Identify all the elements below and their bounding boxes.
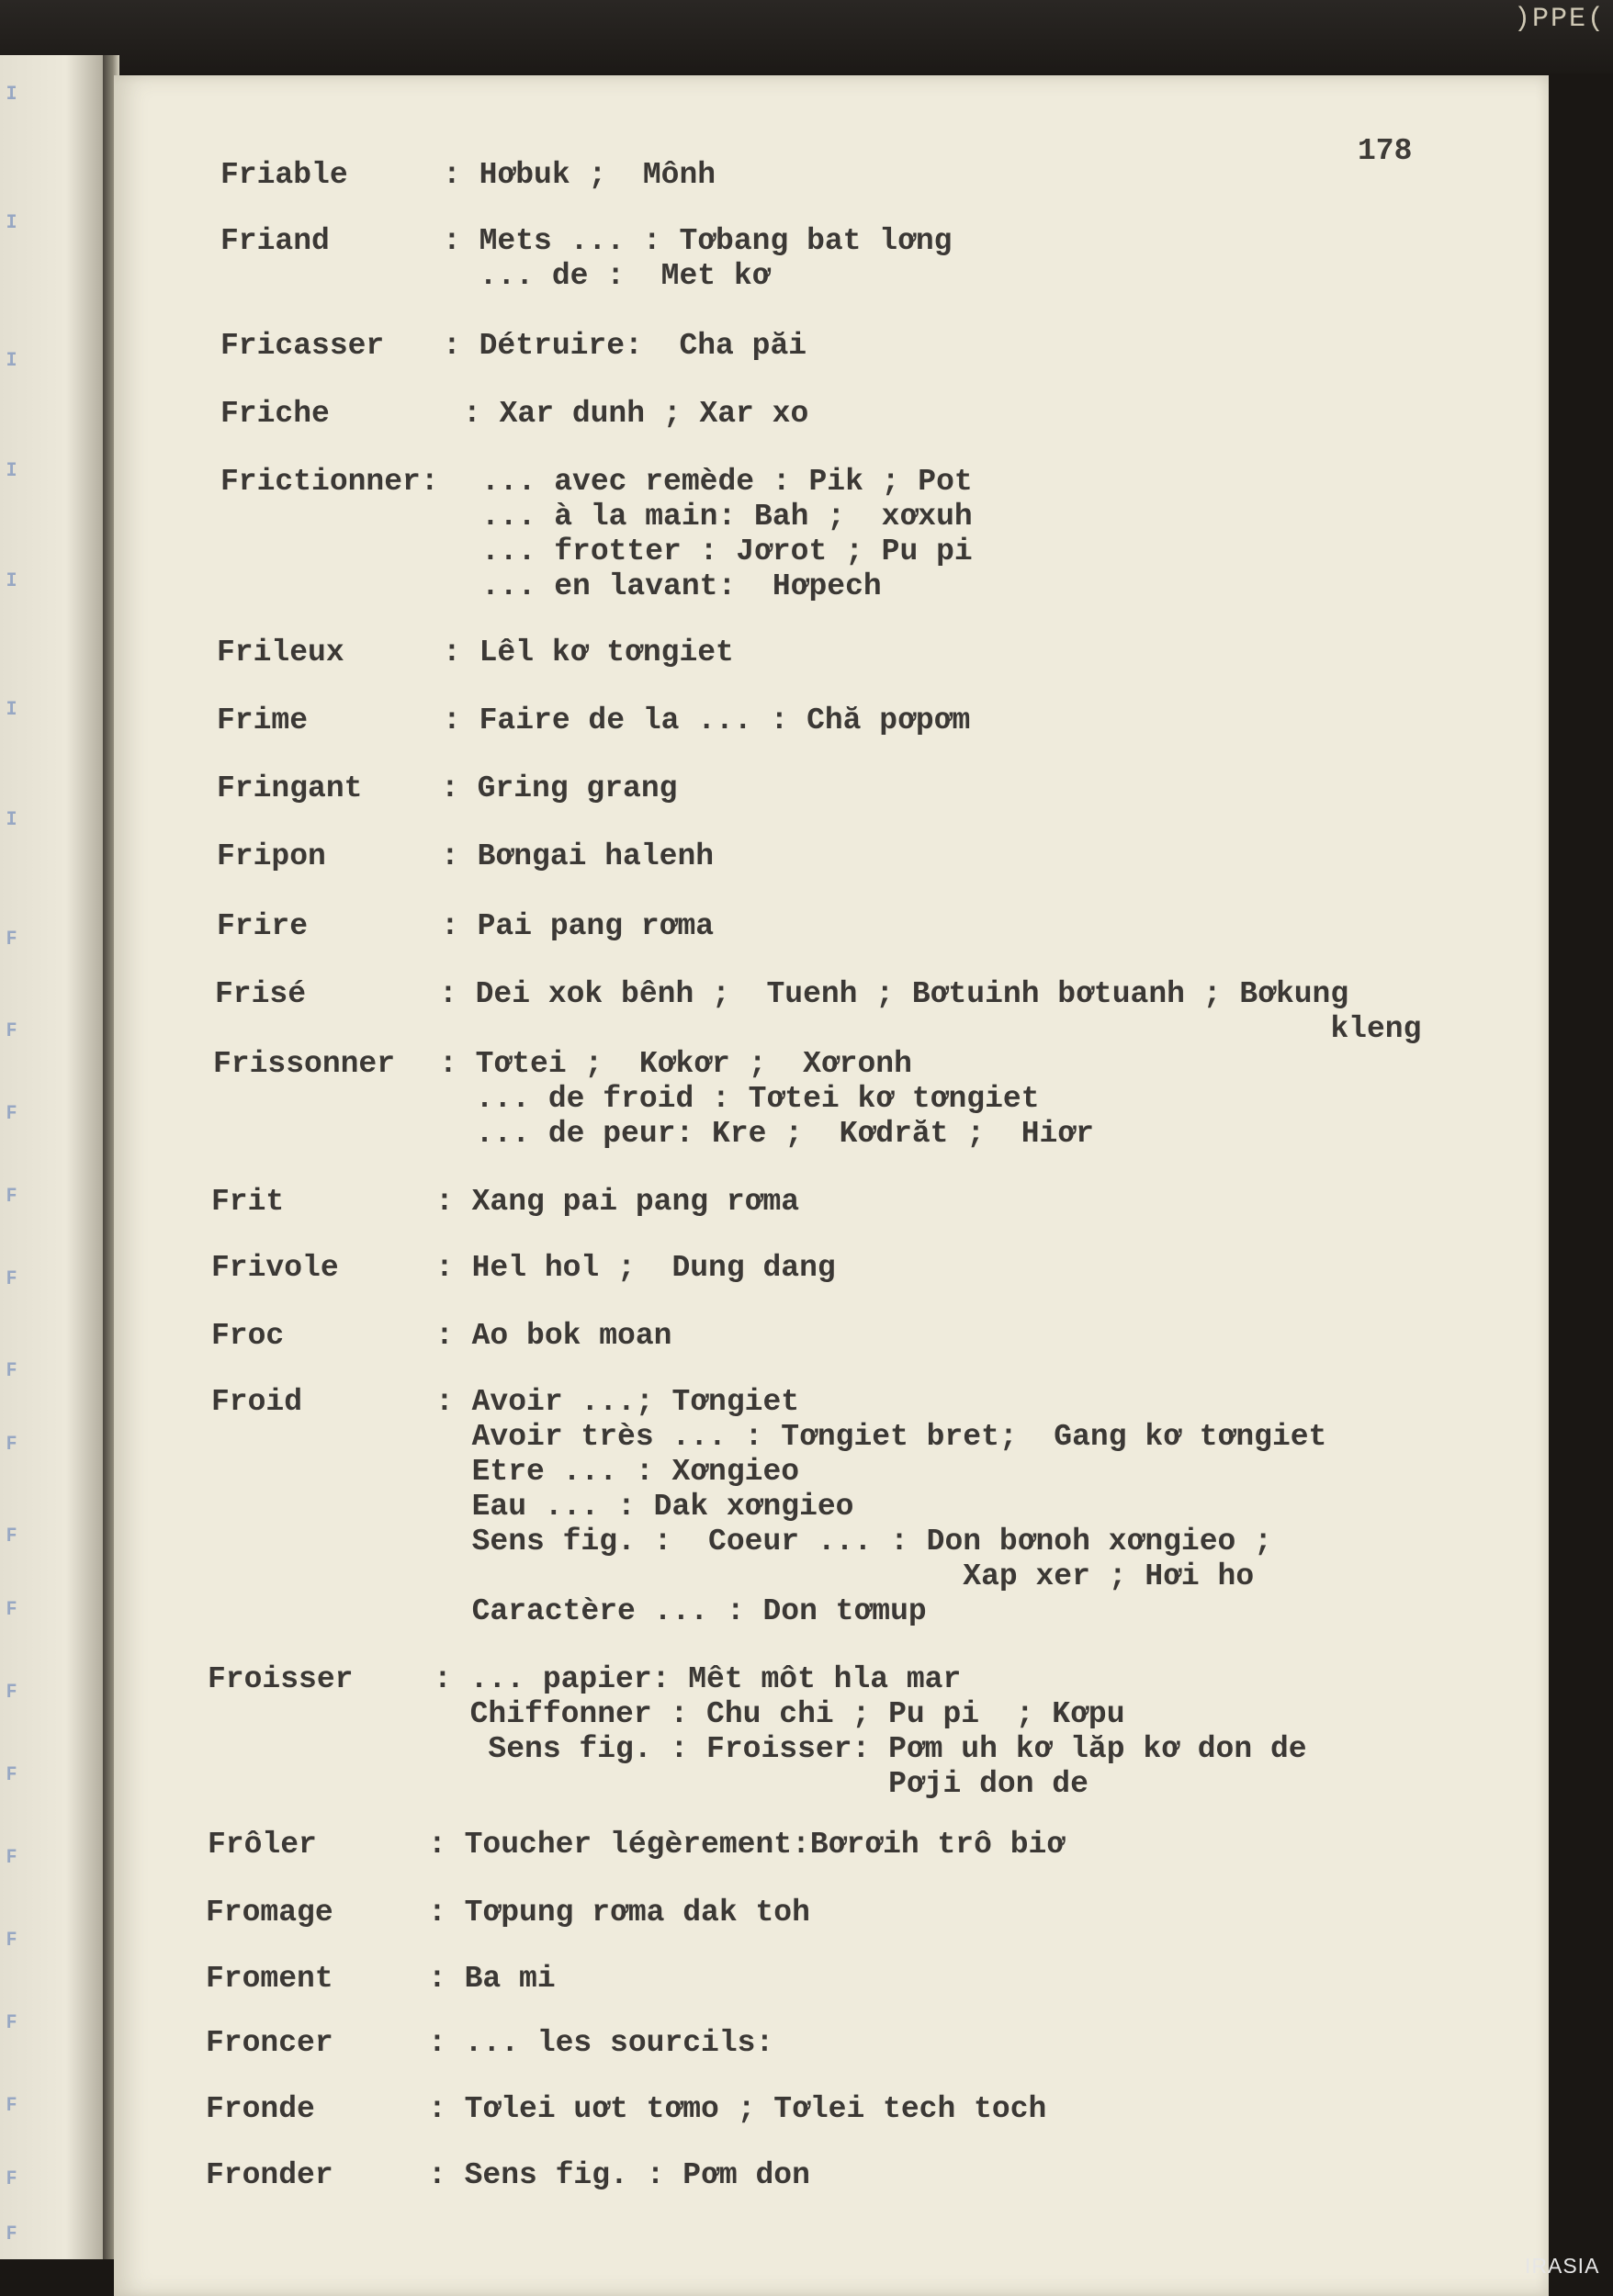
definition-line: Xap xer ; Hơi ho xyxy=(435,1559,1255,1593)
definition-line: kleng xyxy=(439,1012,1422,1046)
left-page-letter-fragment: F xyxy=(6,1433,17,1456)
definition-line: : Xar dunh ; Xar xo xyxy=(463,397,809,431)
left-page-letter-fragment: I xyxy=(6,211,17,234)
left-page-letter-fragment: F xyxy=(6,2011,17,2034)
left-page-letter-fragment: F xyxy=(6,1681,17,1704)
definition-line: : Avoir ...; Tơngiet xyxy=(435,1385,800,1419)
definition-line: Caractère ... : Don tơmup xyxy=(435,1594,927,1628)
headword: Frictionner: xyxy=(220,465,439,499)
headword: Fronder xyxy=(206,2158,333,2192)
definition-line: : Hel hol ; Dung dang xyxy=(435,1251,836,1285)
headword: Froncer xyxy=(206,2026,333,2060)
left-page-letter-fragment: I xyxy=(6,698,17,721)
definition-line: Avoir très ... : Tơngiet bret; Gang kơ tơngiet xyxy=(435,1420,1327,1454)
left-page-letter-fragment: F xyxy=(6,1929,17,1952)
left-page-letter-fragment: F xyxy=(6,2223,17,2245)
headword: Friand xyxy=(220,224,330,258)
scan-top-edge xyxy=(0,0,1613,73)
headword: Froid xyxy=(211,1385,303,1419)
definition-line: ... en lavant: Hơpech xyxy=(481,569,882,603)
definition-line: : Ao bok moan xyxy=(435,1319,672,1353)
definition-line: : Tơlei uơt tơmo ; Tơlei tech toch xyxy=(428,2092,1047,2126)
left-page-letter-fragment: F xyxy=(6,1846,17,1869)
page-number: 178 xyxy=(1358,134,1413,168)
corner-fragment: )PPE( xyxy=(1513,4,1606,35)
definition-line: Eau ... : Dak xơngieo xyxy=(435,1490,854,1524)
definition-line: ... de : Met kơ xyxy=(443,259,771,293)
definition-line: : Hơbuk ; Mônh xyxy=(443,158,716,192)
definition-line: : Bơngai halenh xyxy=(441,839,715,873)
headword: Frit xyxy=(211,1185,285,1219)
definition-line: ... à la main: Bah ; xơxuh xyxy=(481,500,973,534)
definition-line: : ... papier: Mêt môt hla mar xyxy=(434,1662,962,1696)
definition-line: : Détruire: Cha păi xyxy=(443,329,807,363)
left-page-letter-fragment: I xyxy=(6,459,17,482)
definition-line: : Dei xok bênh ; Tuenh ; Bơtuinh bơtuanh ; Bơkung xyxy=(439,977,1349,1011)
headword: Frissonner xyxy=(213,1047,396,1081)
definition-line: Sens fig. : Coeur ... : Don bơnoh xơngieo ; xyxy=(435,1525,1272,1559)
headword: Frime xyxy=(217,703,309,737)
headword: Froc xyxy=(211,1319,285,1353)
headword: Fripon xyxy=(217,839,326,873)
left-page-letter-fragment: F xyxy=(6,1185,17,1208)
left-page-letter-fragment: F xyxy=(6,1359,17,1382)
definition-line: ... de peur: Kre ; Kơdrăt ; Hiơr xyxy=(439,1117,1094,1151)
left-page-letter-fragment: F xyxy=(6,1019,17,1042)
definition-line: : ... les sourcils: xyxy=(428,2026,774,2060)
headword: Frisé xyxy=(215,977,307,1011)
definition-line: Pơji don de xyxy=(434,1767,1088,1801)
definition-line: Chiffonner : Chu chi ; Pu pi ; Kơpu xyxy=(434,1697,1125,1731)
headword: Frire xyxy=(217,909,309,943)
headword: Frivole xyxy=(211,1251,339,1285)
left-page-edge xyxy=(0,55,110,2259)
headword: Fringant xyxy=(217,771,363,805)
headword: Fricasser xyxy=(220,329,385,363)
definition-line: : Lêl kơ tơngiet xyxy=(443,636,734,670)
headword: Friable xyxy=(220,158,348,192)
headword: Fromage xyxy=(206,1896,333,1930)
definition-line: : Pai pang rơma xyxy=(441,909,715,943)
definition-line: : Mets ... : Tơbang bat lơng xyxy=(443,224,953,258)
left-page-letter-fragment: I xyxy=(6,569,17,592)
left-page-letter-fragment: F xyxy=(6,1763,17,1786)
definition-line: : Ba mi xyxy=(428,1962,556,1996)
left-page-letter-fragment: F xyxy=(6,1102,17,1125)
definition-line: Etre ... : Xơngieo xyxy=(435,1455,800,1489)
headword: Frileux xyxy=(217,636,344,670)
left-page-letter-fragment: F xyxy=(6,1598,17,1621)
headword: Frôler xyxy=(208,1828,317,1862)
left-page-letter-fragment: F xyxy=(6,1267,17,1290)
definition-line: : Gring grang xyxy=(441,771,678,805)
definition-line: : Sens fig. : Pơm don xyxy=(428,2158,810,2192)
headword: Fronde xyxy=(206,2092,315,2126)
definition-line: ... de froid : Tơtei kơ tơngiet xyxy=(439,1082,1040,1116)
definition-line: : Toucher légèrement:Bơrơih trô biơ xyxy=(428,1828,1066,1862)
definition-line: ... avec remède : Pik ; Pot xyxy=(481,465,973,499)
left-page-letter-fragment: I xyxy=(6,83,17,106)
left-page-letter-fragment: F xyxy=(6,1525,17,1548)
definition-line: : Tơtei ; Kơkơr ; Xơronh xyxy=(439,1047,912,1081)
left-page-letter-fragment: F xyxy=(6,2094,17,2117)
headword: Froisser xyxy=(208,1662,354,1696)
left-page-letter-fragment: F xyxy=(6,2167,17,2190)
definition-line: : Xang pai pang rơma xyxy=(435,1185,800,1219)
definition-line: : Faire de la ... : Chă pơpơm xyxy=(443,703,971,737)
left-page-letter-fragment: F xyxy=(6,928,17,951)
left-page-letter-fragment: I xyxy=(6,349,17,372)
headword: Friche xyxy=(220,397,330,431)
definition-line: ... frotter : Jơrot ; Pu pi xyxy=(481,535,973,568)
definition-line: : Tơpung rơma dak toh xyxy=(428,1896,810,1930)
watermark: IRASIA xyxy=(1525,2254,1600,2278)
headword: Froment xyxy=(206,1962,333,1996)
left-page-letter-fragment: I xyxy=(6,808,17,831)
definition-line: Sens fig. : Froisser: Pơm uh kơ lăp kơ don de xyxy=(434,1732,1307,1766)
